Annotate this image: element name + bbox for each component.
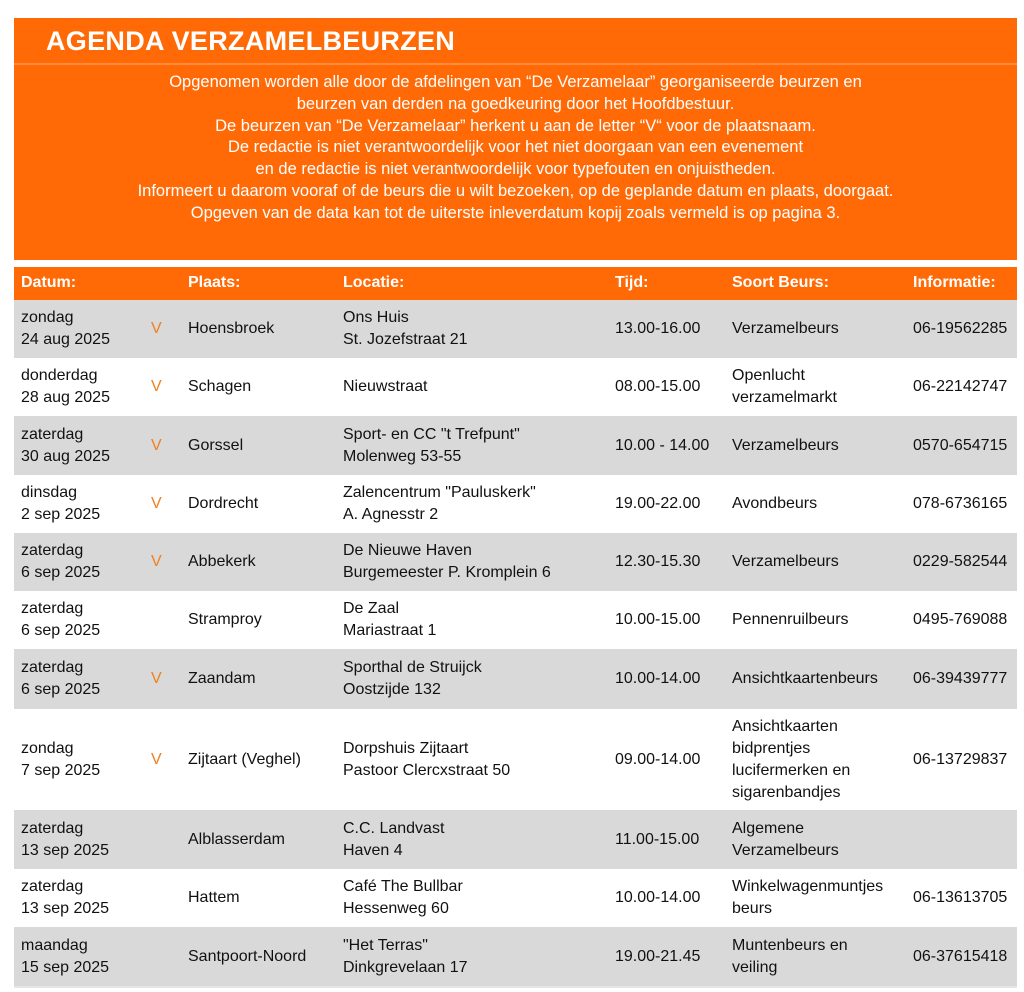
kind-cell-line: Muntenbeurs en (732, 936, 848, 954)
kind-cell-line: Algemene (732, 819, 805, 837)
date-cell (21, 927, 141, 986)
date-cell-line: 15 sep 2025 (21, 958, 110, 976)
kind-cell-line: Openlucht (732, 367, 805, 384)
place-cell-line: Schagen (188, 378, 252, 395)
time-cell-line: 19.00-21.45 (615, 947, 701, 965)
place-cell-line: Gorssel (188, 436, 244, 454)
location-cell-line: Mariastraat 1 (343, 622, 437, 639)
kind-cell-line: Ansichtkaartenbeurs (732, 670, 878, 687)
kind-cell-line: Avondbeurs (732, 495, 818, 512)
verzamelaar-marker-line: V (151, 750, 162, 768)
kind-cell-line: bidprentjes (732, 739, 811, 757)
verzamelaar-marker (151, 810, 171, 869)
time-cell (615, 649, 725, 709)
column-header-location: Locatie: (343, 274, 405, 291)
place-cell-line: Stramproy (188, 611, 262, 628)
date-cell-line: 28 aug 2025 (21, 389, 110, 406)
location-cell-line: Molenweg 53-55 (343, 447, 462, 465)
verzamelaar-marker (151, 709, 171, 810)
time-cell (615, 591, 725, 649)
kind-cell-line: Ansichtkaarten (732, 717, 838, 735)
location-cell (343, 649, 603, 709)
kind-cell (732, 300, 902, 358)
date-cell-line: 2 sep 2025 (21, 506, 101, 523)
header-divider (14, 63, 1017, 65)
column-header-info: Informatie: (913, 274, 996, 291)
kind-cell-line: verzamelmarkt (732, 389, 837, 406)
place-cell (188, 533, 338, 591)
info-cell (913, 927, 1017, 986)
verzamelaar-marker-line: V (151, 378, 162, 395)
verzamelaar-marker (151, 300, 171, 358)
place-cell-line: Zaandam (188, 670, 256, 687)
place-cell-line: Santpoort-Noord (188, 947, 307, 965)
place-cell-line: Zijtaart (Veghel) (188, 750, 301, 768)
agenda-header (14, 18, 1017, 260)
location-cell (343, 358, 603, 416)
place-cell (188, 300, 338, 358)
date-cell (21, 358, 141, 416)
kind-cell-line: Winkelwagenmuntjes (732, 878, 884, 895)
date-cell-line: 13 sep 2025 (21, 900, 110, 917)
time-cell (615, 533, 725, 591)
location-cell-line: St. Jozefstraat 21 (343, 331, 468, 348)
date-cell-line: zondag (21, 309, 74, 326)
intro-line: beurzen van derden na goedkeuring door het Hoofdbestuur. (296, 94, 735, 113)
date-cell-line: zaterdag (21, 659, 84, 676)
date-cell-line: 30 aug 2025 (21, 447, 110, 465)
location-cell (343, 300, 603, 358)
verzamelaar-marker (151, 869, 171, 927)
column-header-date: Datum: (21, 274, 77, 291)
table-row (14, 591, 1017, 649)
date-cell-line: zaterdag (21, 600, 84, 617)
location-cell (343, 591, 603, 649)
date-cell (21, 416, 141, 475)
info-cell (913, 869, 1017, 927)
date-cell (21, 709, 141, 810)
table-row (14, 649, 1017, 709)
place-cell (188, 649, 338, 709)
time-cell-line: 10.00-14.00 (615, 889, 701, 906)
verzamelaar-marker (151, 649, 171, 709)
kind-cell-line: sigarenbandjes (732, 783, 841, 801)
intro-line: De redactie is niet verantwoordelijk voor het niet doorgaan van een evenement (227, 138, 804, 157)
table-row (14, 300, 1017, 358)
info-cell (913, 591, 1017, 649)
info-cell-line: 06-37615418 (913, 947, 1008, 965)
location-cell-line: Ons Huis (343, 309, 409, 326)
date-cell (21, 591, 141, 649)
time-cell (615, 358, 725, 416)
info-cell (913, 810, 1017, 869)
place-cell (188, 810, 338, 869)
date-cell-line: zondag (21, 739, 74, 757)
time-cell-line: 08.00-15.00 (615, 378, 701, 395)
location-cell (343, 475, 603, 533)
kind-cell (732, 358, 902, 416)
time-cell-line: 12.30-15.30 (615, 553, 701, 570)
info-cell (913, 300, 1017, 358)
location-cell-line: Nieuwstraat (343, 378, 428, 395)
kind-cell-line: beurs (732, 900, 773, 917)
kind-cell (732, 927, 902, 986)
verzamelaar-marker (151, 927, 171, 986)
location-cell-line: De Zaal (343, 600, 400, 617)
place-cell-line: Alblasserdam (188, 830, 285, 848)
info-cell (913, 358, 1017, 416)
verzamelaar-marker-line: V (151, 436, 162, 454)
time-cell (615, 709, 725, 810)
location-cell-line: Dinkgrevelaan 17 (343, 958, 468, 976)
info-cell-line: 078-6736165 (913, 495, 1008, 512)
table-row (14, 869, 1017, 927)
location-cell-line: Sporthal de Struijck (343, 659, 482, 676)
date-cell-line: 6 sep 2025 (21, 622, 101, 639)
kind-cell (732, 649, 902, 709)
place-cell (188, 358, 338, 416)
kind-cell (732, 869, 902, 927)
location-cell-line: A. Agnesstr 2 (343, 506, 439, 523)
table-row (14, 810, 1017, 869)
location-cell (343, 869, 603, 927)
kind-cell (732, 475, 902, 533)
kind-cell (732, 709, 902, 810)
place-cell (188, 591, 338, 649)
info-cell-line: 06-22142747 (913, 378, 1008, 395)
verzamelaar-marker (151, 416, 171, 475)
place-cell (188, 709, 338, 810)
date-cell-line: zaterdag (21, 425, 84, 443)
location-cell-line: De Nieuwe Haven (343, 542, 472, 559)
time-cell-line: 09.00-14.00 (615, 750, 701, 768)
date-cell (21, 649, 141, 709)
date-cell-line: donderdag (21, 367, 98, 384)
place-cell (188, 869, 338, 927)
kind-cell-line: Verzamelbeurs (732, 553, 839, 570)
kind-cell-line: veiling (732, 958, 778, 976)
location-cell-line: "Het Terras" (343, 936, 428, 954)
verzamelaar-marker-line: V (151, 320, 162, 337)
date-cell (21, 533, 141, 591)
kind-cell-line: Verzamelbeurs (732, 320, 839, 337)
kind-cell-line: Verzamelbeurs (732, 436, 839, 454)
info-cell-line: 06-13613705 (913, 889, 1008, 906)
date-cell-line: maandag (21, 936, 88, 954)
place-cell-line: Hoensbroek (188, 320, 275, 337)
place-cell-line: Hattem (188, 889, 240, 906)
info-cell (913, 649, 1017, 709)
kind-cell (732, 416, 902, 475)
verzamelaar-marker (151, 533, 171, 591)
kind-cell-line: lucifermerken en (732, 761, 851, 779)
time-cell (615, 810, 725, 869)
place-cell (188, 475, 338, 533)
intro-line: Opgenomen worden alle door de afdelingen van “De Verzamelaar” georganiseerde beurzen en (169, 73, 862, 91)
table-row (14, 475, 1017, 533)
place-cell-line: Dordrecht (188, 495, 259, 512)
intro-line: De beurzen van “De Verzamelaar” herkent u aan de letter “V“ voor de plaatsnaam. (215, 116, 816, 135)
location-cell-line: Haven 4 (343, 841, 403, 859)
kind-cell (732, 533, 902, 591)
location-cell-line: Pastoor Clercxstraat 50 (343, 761, 511, 779)
table-row (14, 709, 1017, 810)
time-cell-line: 10.00-15.00 (615, 611, 701, 628)
location-cell (343, 416, 603, 475)
info-cell (913, 533, 1017, 591)
location-cell-line: Oostzijde 132 (343, 681, 441, 698)
table-bottom-divider (14, 986, 1017, 988)
verzamelaar-marker-line: V (151, 553, 162, 570)
time-cell-line: 11.00-15.00 (615, 830, 700, 848)
time-cell-line: 10.00 - 14.00 (615, 436, 710, 454)
verzamelaar-marker (151, 358, 171, 416)
verzamelaar-marker-line: V (151, 670, 162, 687)
date-cell-line: 7 sep 2025 (21, 761, 101, 779)
table-row (14, 927, 1017, 986)
verzamelaar-marker-line: V (151, 495, 162, 512)
verzamelaar-marker (151, 591, 171, 649)
date-cell-line: zaterdag (21, 878, 84, 895)
location-cell-line: C.C. Landvast (343, 819, 445, 837)
info-cell (913, 475, 1017, 533)
intro-line: Informeert u daarom vooraf of de beurs die u wilt bezoeken, op de geplande datum en plaats, doorgaat. (137, 181, 894, 200)
location-cell (343, 810, 603, 869)
info-cell-line: 06-19562285 (913, 320, 1008, 337)
intro-text (14, 72, 1017, 225)
column-header-time: Tijd: (615, 274, 649, 291)
time-cell (615, 475, 725, 533)
kind-cell-line: Verzamelbeurs (732, 841, 839, 859)
kind-cell (732, 810, 902, 869)
info-cell (913, 709, 1017, 810)
kind-cell (732, 591, 902, 649)
place-cell (188, 416, 338, 475)
location-cell (343, 709, 603, 810)
table-row (14, 416, 1017, 475)
date-cell-line: 24 aug 2025 (21, 331, 110, 348)
location-cell-line: Burgemeester P. Kromplein 6 (343, 564, 551, 581)
column-header-place: Plaats: (188, 274, 241, 291)
kind-cell-line: Pennenruilbeurs (732, 611, 849, 628)
time-cell-line: 10.00-14.00 (615, 670, 701, 687)
table-row (14, 358, 1017, 416)
location-cell-line: Café The Bullbar (343, 878, 463, 895)
time-cell (615, 927, 725, 986)
location-cell (343, 533, 603, 591)
date-cell (21, 300, 141, 358)
location-cell-line: Dorpshuis Zijtaart (343, 739, 469, 757)
info-cell-line: 06-13729837 (913, 750, 1008, 768)
date-cell-line: zaterdag (21, 542, 84, 559)
info-cell-line: 0570-654715 (913, 436, 1008, 454)
time-cell (615, 869, 725, 927)
verzamelaar-marker (151, 475, 171, 533)
page-title: AGENDA VERZAMELBEURZEN (46, 26, 456, 56)
date-cell-line: 6 sep 2025 (21, 564, 101, 581)
table-row (14, 533, 1017, 591)
place-cell-line: Abbekerk (188, 553, 256, 570)
date-cell-line: dinsdag (21, 484, 78, 501)
date-cell (21, 810, 141, 869)
intro-line: Opgeven van de data kan tot de uiterste inleverdatum kopij zoals vermeld is op pagina 3. (190, 203, 841, 222)
location-cell-line: Zalencentrum "Pauluskerk" (343, 484, 536, 501)
time-cell (615, 300, 725, 358)
date-cell-line: 6 sep 2025 (21, 681, 101, 698)
info-cell-line: 06-39439777 (913, 670, 1008, 687)
table-header (14, 267, 1017, 300)
time-cell (615, 416, 725, 475)
place-cell (188, 927, 338, 986)
location-cell-line: Hessenweg 60 (343, 900, 449, 917)
column-header-kind: Soort Beurs: (732, 274, 829, 291)
date-cell (21, 869, 141, 927)
info-cell (913, 416, 1017, 475)
location-cell (343, 927, 603, 986)
date-cell (21, 475, 141, 533)
info-cell-line: 0229-582544 (913, 553, 1008, 570)
date-cell-line: zaterdag (21, 819, 84, 837)
time-cell-line: 13.00-16.00 (615, 320, 701, 337)
location-cell-line: Sport- en CC "t Trefpunt" (343, 425, 520, 443)
date-cell-line: 13 sep 2025 (21, 841, 110, 859)
info-cell-line: 0495-769088 (913, 611, 1008, 628)
intro-line: en de redactie is niet verantwoordelijk voor typefouten en onjuistheden. (255, 160, 776, 179)
time-cell-line: 19.00-22.00 (615, 495, 701, 512)
